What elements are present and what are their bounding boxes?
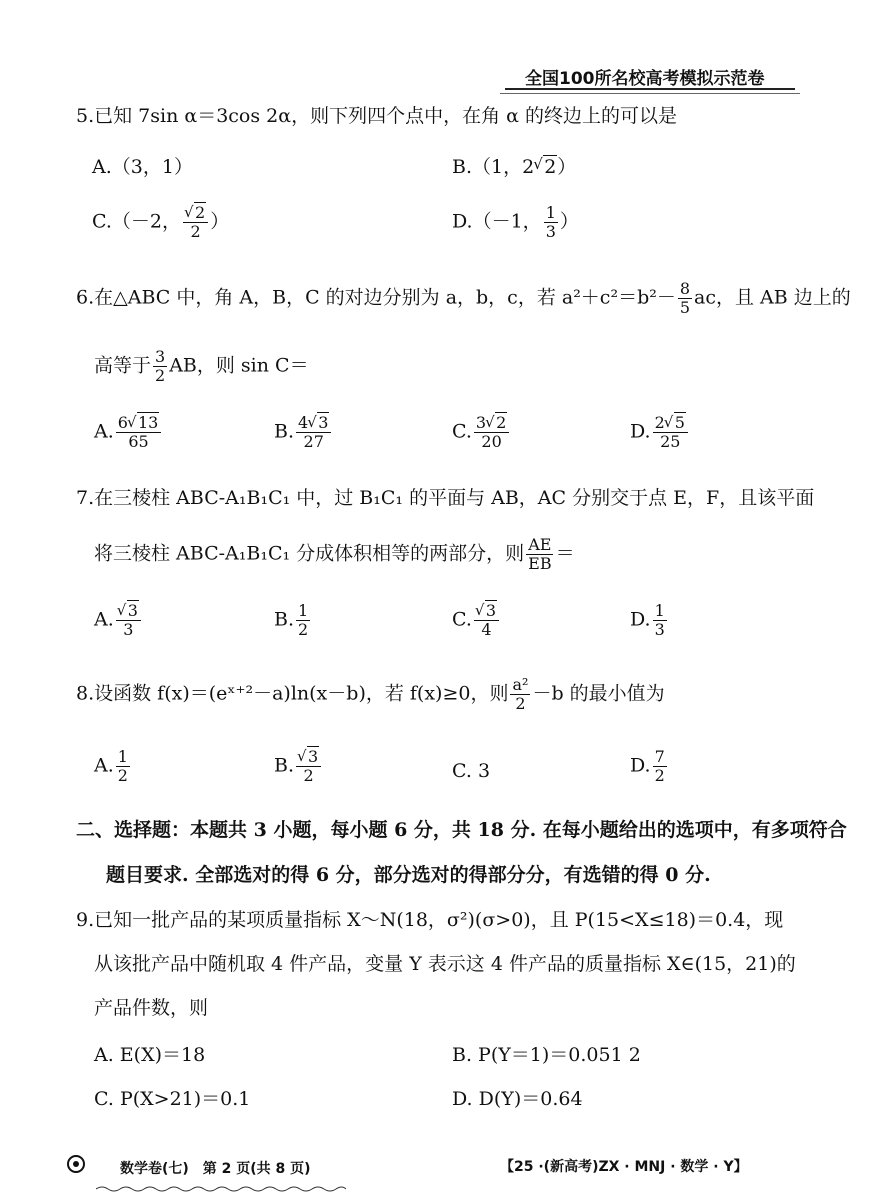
q9-stem: 9.已知一批产品的某项质量指标 X～N(18，σ²)(σ>0)，且 P(15<X≤18)＝0.4，现 bbox=[76, 909, 784, 931]
q7-stem: 7.在三棱柱 ABC-A₁B₁C₁ 中，过 B₁C₁ 的平面与 AB，AC 分别交于点 E，F，且该平面 bbox=[76, 487, 815, 509]
q5-option-d: D.（－1， $\frac{1}{3}$ ） bbox=[452, 203, 579, 241]
q7-option-a: A. √ $\frac{3}{3}$ bbox=[94, 602, 143, 639]
q9-option-b: B. P(Y＝1)＝0.051 2 bbox=[452, 1044, 641, 1066]
q5-stem: 5.已知 7sin α＝3cos 2α，则下列四个点中，在角 α 的终边上的可以是 bbox=[76, 105, 677, 127]
q6-stem: 6.在△ABC 中，角 A，B，C 的对边分别为 a，b，c，若 a²＋c²＝b²－ $\frac{8}{5}$ ac，且 AB 边上的 bbox=[76, 279, 851, 317]
q8-stem: 8.设函数 f(x)＝(eˣ⁺²－a)ln(x－b)，若 f(x)≥0，则 $\frac{\text{a²}}{2}$ －b 的最小值为 bbox=[76, 675, 665, 713]
q8-option-d: D. $\frac{7}{2}$ bbox=[630, 747, 665, 785]
header-rule bbox=[500, 93, 800, 94]
q8-option-c: C. 3 bbox=[452, 760, 491, 782]
q8-option-b: B. √ $\frac{3}{2}$ bbox=[274, 748, 323, 785]
q6-option-b: B. $\frac{4√ 3}{27}$ bbox=[274, 414, 333, 451]
section2-heading: 二、选择题：本题共 3 小题，每小题 6 分，共 18 分. 在每小题给出的选项中，有多项符合 bbox=[76, 819, 847, 841]
q7-option-b: B. $\frac{1}{2}$ bbox=[274, 601, 309, 639]
footer-code: 【25 ·(新高考)ZX · MNJ · 数学 · Y】 bbox=[500, 1159, 748, 1175]
q9-stem-line2: 从该批产品中随机取 4 件产品，变量 Y 表示这 4 件产品的质量指标 X∈(15，21)的 bbox=[94, 953, 796, 975]
q7-option-c: C. √ $\frac{3}{4}$ bbox=[452, 602, 501, 639]
footer-wave bbox=[96, 1178, 346, 1197]
q6-option-a: A. $\frac{6√ 13}{65}$ bbox=[94, 414, 163, 451]
q8-option-a: A. $\frac{1}{2}$ bbox=[94, 747, 128, 785]
header-underline bbox=[505, 88, 795, 90]
header-title: 全国100所名校高考模拟示范卷 bbox=[525, 69, 765, 89]
q9-stem-line3: 产品件数，则 bbox=[94, 997, 209, 1019]
q5-option-b: B.（1，2√ 2） bbox=[452, 152, 576, 179]
q9-option-a: A. E(X)＝18 bbox=[94, 1044, 206, 1066]
q6-option-d: D. $\frac{2√ 5}{25}$ bbox=[630, 414, 690, 451]
q6-stem-line2: 高等于 $\frac{3}{2}$ AB，则 sin C＝ bbox=[94, 347, 309, 385]
section2-heading-line2: 题目要求. 全部选对的得 6 分，部分选对的得部分分，有选错的得 0 分. bbox=[106, 864, 711, 886]
q9-option-c: C. P(X>21)＝0.1 bbox=[94, 1088, 251, 1110]
footer-page-info: 数学卷(七) 第 2 页(共 8 页) bbox=[120, 1161, 311, 1177]
q5-option-a: A.（3，1） bbox=[92, 156, 193, 178]
q6-option-c: C. $\frac{3√ 2}{20}$ bbox=[452, 414, 511, 451]
footer-logo bbox=[66, 1154, 86, 1174]
q7-option-d: D. $\frac{1}{3}$ bbox=[630, 601, 665, 639]
q7-stem-line2: 将三棱柱 ABC-A₁B₁C₁ 分成体积相等的两部分，则 $\frac{AE}{EB}$ ＝ bbox=[94, 535, 575, 573]
q5-option-c: C.（－2， √ $\frac{2}{2}$ ） bbox=[92, 204, 229, 241]
q9-option-d: D. D(Y)＝0.64 bbox=[452, 1088, 583, 1110]
